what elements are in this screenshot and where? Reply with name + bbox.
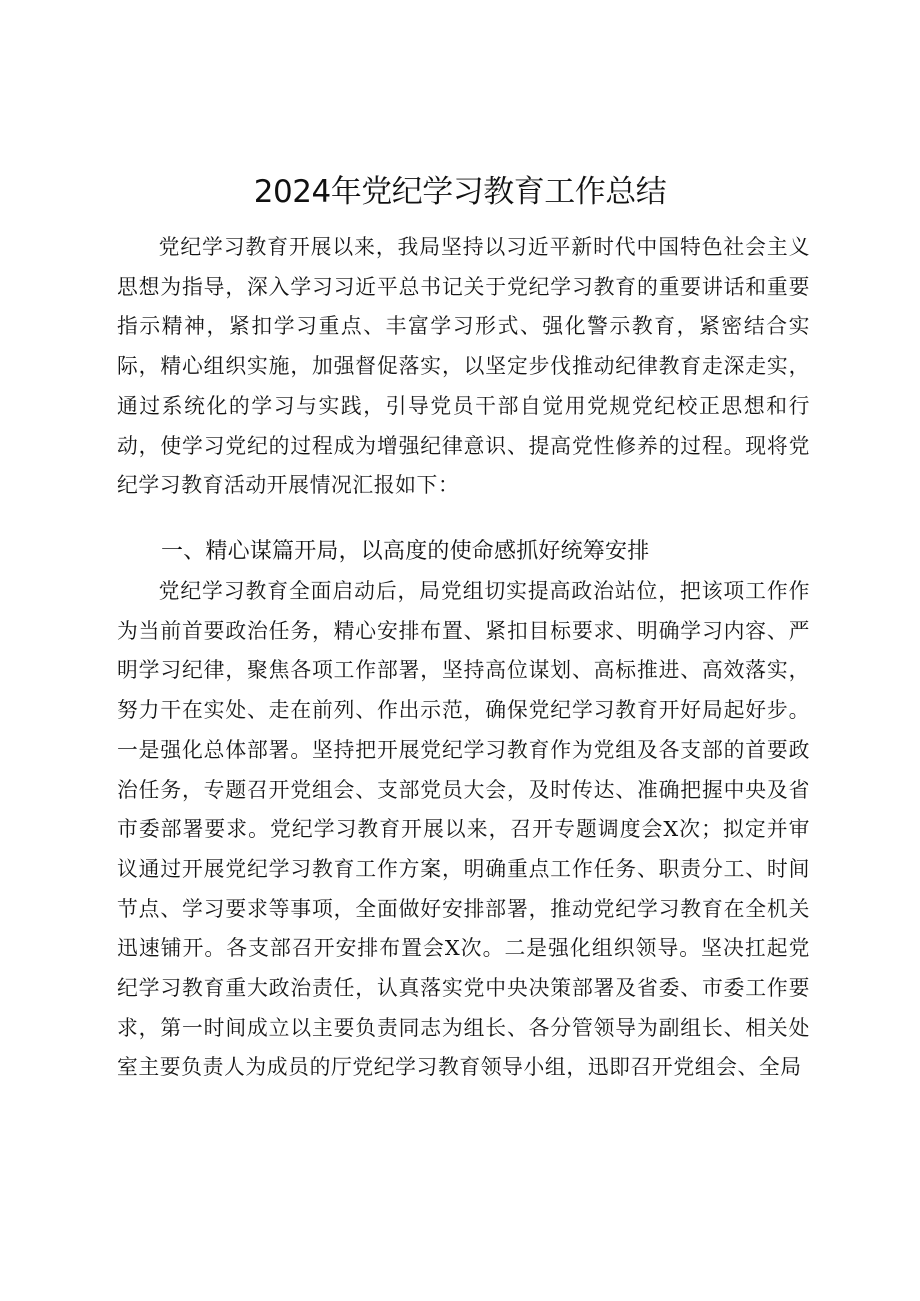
document-title: 2024年党纪学习教育工作总结 [253, 174, 667, 210]
section-paragraph: 党纪学习教育全面启动后，局党组切实提高政治站位，把该项工作作为当前首要政治任务，精心安排布置、紧扣目标要求、明确学习内容、严明学习纪律，聚焦各项工作部署，坚持高位谋划、高标推进、高效落实，努力干在实处、走在前列、作出示范，确保党纪学习教育开好局起好步。一是强化总体部署。坚持把开展党纪学习教育作为党组及各支部的首要政治任务，专题召开党组会、支部党员大会，及时传达、准确把握中央及省市委部署要求。党纪学习教育开展以来，召开专题调度会X次；拟定并审议通过开展党纪学习教育工作方案，明确重点工作任务、职责分工、时间节点、学习要求等事项，全面做好安排部署，推动党纪学习教育在全机关迅速铺开。各支部召开安排布置会X次。二是强化组织领导。坚决扛起党纪学习教育重大政治责任，认真落实党中央决策部署及省委、市委工作要求，第一时间成立以主要负责同志为组长、各分管领导为副组长、相关处室主要负责人为成员的厅党纪学习教育领导小组，迅即召开党组会、全局 [117, 579, 810, 1080]
intro-paragraph: 党纪学习教育开展以来，我局坚持以习近平新时代中国特色社会主义思想为指导，深入学习习近平总书记关于党纪学习教育的重要讲话和重要指示精神，紧扣学习重点、丰富学习形式、强化警示教育，紧密结合实际，精心组织实施，加强督促落实，以坚定步伐推动纪律教育走深走实，通过系统化的学习与实践，引导党员干部自觉用党规党纪校正思想和行动，使学习党纪的过程成为增强纪律意识、提高党性修养的过程。现将党纪学习教育活动开展情况汇报如下： [117, 235, 810, 498]
section-heading: 一、精心谋篇开局，以高度的使命感抓好统筹安排 [161, 539, 650, 564]
